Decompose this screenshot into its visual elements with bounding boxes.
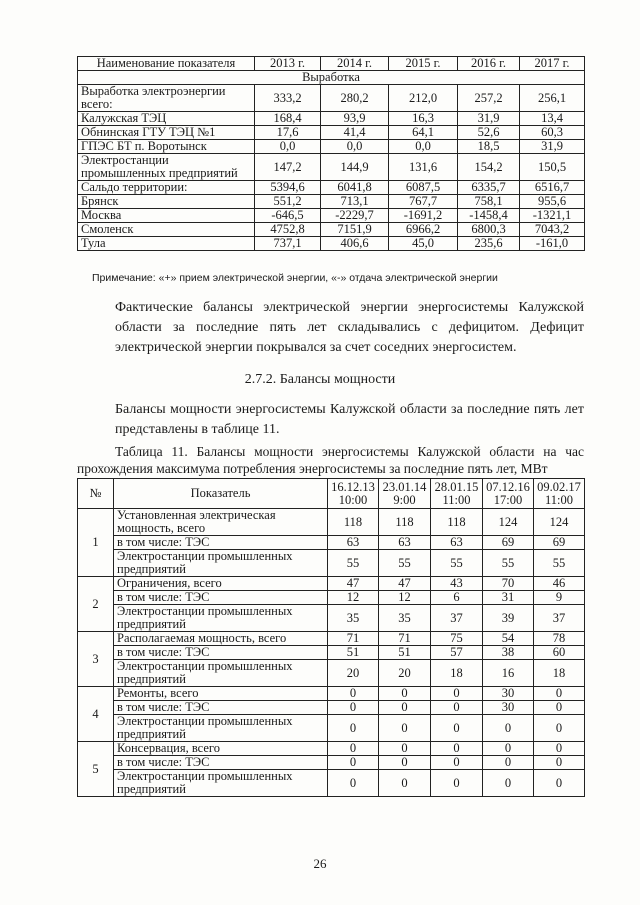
row-label: Тула [78, 237, 255, 251]
cell-value: 406,6 [321, 237, 389, 251]
cell-value: 6516,7 [520, 181, 585, 195]
cell-value: 38 [483, 646, 534, 660]
cell-value: 47 [379, 577, 431, 591]
cell-value: 16 [483, 660, 534, 687]
table-row [78, 660, 585, 687]
cell-value: 55 [379, 550, 431, 577]
header-number: № [78, 479, 114, 509]
row-label: в том числе: ТЭС [114, 536, 328, 550]
cell-value: 35 [379, 605, 431, 632]
table-row [78, 756, 585, 770]
cell-value: 0 [328, 715, 379, 742]
cell-value: 0 [483, 742, 534, 756]
row-label: Установленная электрическая мощность, всего [114, 509, 328, 536]
cell-value: 0 [431, 742, 483, 756]
cell-value: 30 [483, 687, 534, 701]
power-balance-table [77, 478, 585, 797]
cell-value: 13,4 [520, 112, 585, 126]
cell-value: 31,9 [458, 112, 520, 126]
cell-value: 124 [534, 509, 585, 536]
cell-value: 55 [483, 550, 534, 577]
cell-value: 0 [328, 756, 379, 770]
cell-value: 20 [379, 660, 431, 687]
cell-value: 235,6 [458, 237, 520, 251]
cell-value: 0 [534, 770, 585, 797]
header-indicator: Наименование показателя [78, 57, 255, 71]
cell-value: 758,1 [458, 195, 520, 209]
table-row [78, 85, 585, 112]
table-row [78, 715, 585, 742]
cell-value: 55 [328, 550, 379, 577]
cell-value: 0 [534, 687, 585, 701]
cell-value: -1321,1 [520, 209, 585, 223]
row-label: в том числе: ТЭС [114, 701, 328, 715]
cell-value: 767,7 [389, 195, 458, 209]
table-row [78, 140, 585, 154]
group-number: 5 [78, 742, 114, 797]
cell-value: 17,6 [255, 126, 321, 140]
table-row [78, 223, 585, 237]
cell-value: 12 [328, 591, 379, 605]
row-label: Ремонты, всего [114, 687, 328, 701]
group-number: 2 [78, 577, 114, 632]
cell-value: 0 [379, 687, 431, 701]
table-row [78, 701, 585, 715]
cell-value: 93,9 [321, 112, 389, 126]
cell-value: 31,9 [520, 140, 585, 154]
page-number: 26 [313, 856, 327, 871]
cell-value: 71 [328, 632, 379, 646]
cell-value: 0 [431, 687, 483, 701]
table-header-row [78, 57, 585, 71]
cell-value: 168,4 [255, 112, 321, 126]
cell-value: 0 [328, 742, 379, 756]
table-row [78, 181, 585, 195]
header-date: 16.12.13 10:00 [328, 479, 379, 509]
cell-value: 18,5 [458, 140, 520, 154]
table-row [78, 237, 585, 251]
cell-value: 52,6 [458, 126, 520, 140]
cell-value: 43 [431, 577, 483, 591]
cell-value: 6041,8 [321, 181, 389, 195]
cell-value: 63 [379, 536, 431, 550]
cell-value: 69 [483, 536, 534, 550]
cell-value: 39 [483, 605, 534, 632]
cell-value: 54 [483, 632, 534, 646]
cell-value: 0 [483, 770, 534, 797]
table-row [78, 577, 585, 591]
cell-value: 131,6 [389, 154, 458, 181]
table-row [78, 550, 585, 577]
cell-value: -646,5 [255, 209, 321, 223]
row-label: в том числе: ТЭС [114, 756, 328, 770]
cell-value: 150,5 [520, 154, 585, 181]
cell-value: 37 [431, 605, 483, 632]
cell-value: 0,0 [389, 140, 458, 154]
cell-value: 333,2 [255, 85, 321, 112]
cell-value: 0,0 [321, 140, 389, 154]
row-label: в том числе: ТЭС [114, 591, 328, 605]
cell-value: 0 [534, 715, 585, 742]
header-year: 2016 г. [458, 57, 520, 71]
cell-value: 955,6 [520, 195, 585, 209]
cell-value: 6800,3 [458, 223, 520, 237]
section-heading: 2.7.2. Балансы мощности [244, 372, 396, 387]
row-label: Ограничения, всего [114, 577, 328, 591]
table-row [78, 646, 585, 660]
cell-value: 55 [431, 550, 483, 577]
header-date: 09.02.17 11:00 [534, 479, 585, 509]
cell-value: 0 [379, 770, 431, 797]
cell-value: 57 [431, 646, 483, 660]
table-row [78, 154, 585, 181]
row-label: Электростанции промышленных предприятий [114, 660, 328, 687]
row-label: Калужская ТЭЦ [78, 112, 255, 126]
section-row [78, 71, 585, 85]
cell-value: 0 [534, 756, 585, 770]
cell-value: 118 [379, 509, 431, 536]
cell-value: 18 [431, 660, 483, 687]
cell-value: 0 [431, 770, 483, 797]
table-note: Примечание: «+» прием электрической энергии, «-» отдача электрической энергии [92, 272, 498, 284]
cell-value: 51 [379, 646, 431, 660]
cell-value: 0 [534, 742, 585, 756]
table-row [78, 632, 585, 646]
cell-value: 0 [483, 756, 534, 770]
cell-value: 55 [534, 550, 585, 577]
cell-value: 51 [328, 646, 379, 660]
row-label: ГПЭС БТ п. Воротынск [78, 140, 255, 154]
header-date: 28.01.15 11:00 [431, 479, 483, 509]
cell-value: 0 [379, 715, 431, 742]
group-number: 4 [78, 687, 114, 742]
cell-value: 16,3 [389, 112, 458, 126]
cell-value: 713,1 [321, 195, 389, 209]
cell-value: 7151,9 [321, 223, 389, 237]
cell-value: 0 [431, 756, 483, 770]
cell-value: 47 [328, 577, 379, 591]
cell-value: 0 [431, 715, 483, 742]
cell-value: 0 [328, 701, 379, 715]
cell-value: 256,1 [520, 85, 585, 112]
cell-value: 60 [534, 646, 585, 660]
row-label: Консервация, всего [114, 742, 328, 756]
row-label: Выработка электроэнергии всего: [78, 85, 255, 112]
cell-value: 63 [328, 536, 379, 550]
cell-value: -1691,2 [389, 209, 458, 223]
header-year: 2015 г. [389, 57, 458, 71]
table-row [78, 742, 585, 756]
cell-value: 18 [534, 660, 585, 687]
table-row [78, 509, 585, 536]
cell-value: 71 [379, 632, 431, 646]
cell-value: 60,3 [520, 126, 585, 140]
cell-value: 64,1 [389, 126, 458, 140]
cell-value: 0,0 [255, 140, 321, 154]
cell-value: 144,9 [321, 154, 389, 181]
paragraph-intro: Балансы мощности энергосистемы Калужской области за последние пять лет представлены в таблице 11. [115, 402, 584, 437]
row-label: Электростанции промышленных предприятий [114, 715, 328, 742]
row-label: Сальдо территории: [78, 181, 255, 195]
cell-value: 45,0 [389, 237, 458, 251]
cell-value: 212,0 [389, 85, 458, 112]
header-indicator: Показатель [114, 479, 328, 509]
table-row [78, 209, 585, 223]
cell-value: 118 [431, 509, 483, 536]
cell-value: 46 [534, 577, 585, 591]
cell-value: 30 [483, 701, 534, 715]
row-label: Располагаемая мощность, всего [114, 632, 328, 646]
cell-value: 4752,8 [255, 223, 321, 237]
cell-value: 0 [534, 701, 585, 715]
cell-value: 78 [534, 632, 585, 646]
cell-value: 124 [483, 509, 534, 536]
cell-value: 6087,5 [389, 181, 458, 195]
cell-value: 75 [431, 632, 483, 646]
cell-value: 147,2 [255, 154, 321, 181]
row-label: Электростанции промышленных предприятий [114, 770, 328, 797]
table-row [78, 605, 585, 632]
header-year: 2017 г. [520, 57, 585, 71]
cell-value: 69 [534, 536, 585, 550]
cell-value: 0 [379, 701, 431, 715]
group-number: 1 [78, 509, 114, 577]
row-label: Смоленск [78, 223, 255, 237]
cell-value: 31 [483, 591, 534, 605]
cell-value: -1458,4 [458, 209, 520, 223]
table-row [78, 687, 585, 701]
cell-value: 35 [328, 605, 379, 632]
row-label: Электростанции промышленных предприятий [114, 605, 328, 632]
header-year: 2014 г. [321, 57, 389, 71]
cell-value: -2229,7 [321, 209, 389, 223]
table-row [78, 591, 585, 605]
paragraph-deficit: Фактические балансы электрической энергии энергосистемы Калужской области за последние пять лет складывались с дефицитом. Дефицит электрической энергии покрывался за счет соседних энергосистем. [115, 300, 584, 355]
header-date: 23.01.14 9:00 [379, 479, 431, 509]
cell-value: 9 [534, 591, 585, 605]
cell-value: 5394,6 [255, 181, 321, 195]
cell-value: 6966,2 [389, 223, 458, 237]
cell-value: 257,2 [458, 85, 520, 112]
cell-value: 737,1 [255, 237, 321, 251]
cell-value: 12 [379, 591, 431, 605]
cell-value: 0 [379, 742, 431, 756]
generation-table [77, 56, 585, 251]
row-label: Москва [78, 209, 255, 223]
cell-value: 6335,7 [458, 181, 520, 195]
cell-value: 63 [431, 536, 483, 550]
cell-value: 0 [483, 715, 534, 742]
row-label: Брянск [78, 195, 255, 209]
cell-value: 118 [328, 509, 379, 536]
cell-value: 20 [328, 660, 379, 687]
table-row [78, 112, 585, 126]
row-label: в том числе: ТЭС [114, 646, 328, 660]
row-label: Обнинская ГТУ ТЭЦ №1 [78, 126, 255, 140]
cell-value: 0 [431, 701, 483, 715]
table-row [78, 126, 585, 140]
cell-value: 280,2 [321, 85, 389, 112]
cell-value: 154,2 [458, 154, 520, 181]
header-year: 2013 г. [255, 57, 321, 71]
cell-value: 0 [379, 756, 431, 770]
table-row [78, 536, 585, 550]
table-caption: Таблица 11. Балансы мощности энергосистемы Калужской области на час прохождения максимума потребления энергосистемы за последние пять лет, МВт [77, 444, 584, 476]
cell-value: 0 [328, 687, 379, 701]
cell-value: 37 [534, 605, 585, 632]
table-header-row [78, 479, 585, 509]
row-label: Электростанции промышленных предприятий [114, 550, 328, 577]
table-row [78, 195, 585, 209]
cell-value: -161,0 [520, 237, 585, 251]
section-title: Выработка [78, 71, 585, 85]
cell-value: 41,4 [321, 126, 389, 140]
cell-value: 70 [483, 577, 534, 591]
cell-value: 551,2 [255, 195, 321, 209]
group-number: 3 [78, 632, 114, 687]
header-date: 07.12.16 17:00 [483, 479, 534, 509]
cell-value: 6 [431, 591, 483, 605]
cell-value: 7043,2 [520, 223, 585, 237]
row-label: Электростанции промышленных предприятий [78, 154, 255, 181]
table-row [78, 770, 585, 797]
cell-value: 0 [328, 770, 379, 797]
